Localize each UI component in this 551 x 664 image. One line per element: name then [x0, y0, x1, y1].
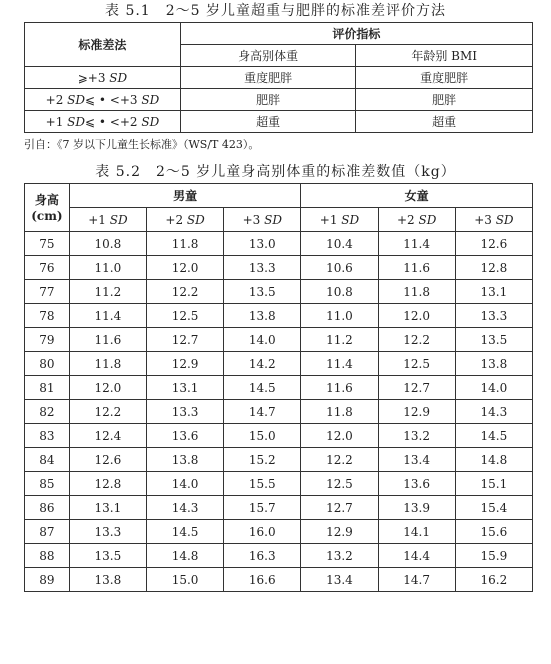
table2-value-cell: 15.1	[455, 472, 532, 496]
table2-value-cell: 14.3	[146, 496, 223, 520]
table1-header-indicator: 评价指标	[180, 23, 532, 45]
table2-value-cell: 16.2	[455, 568, 532, 592]
table2-value-cell: 10.8	[69, 232, 146, 256]
table2-value-cell: 12.8	[455, 256, 532, 280]
table2-sd-header-cell: +2 SD	[378, 208, 455, 232]
table2-value-cell: 14.8	[455, 448, 532, 472]
table2-header-height	[25, 184, 70, 232]
table2-height-cell: 88	[25, 544, 70, 568]
table2-value-cell: 13.2	[378, 424, 455, 448]
table1-row	[25, 67, 533, 89]
table2-value-cell: 12.4	[69, 424, 146, 448]
table2-value-cell: 13.3	[224, 256, 301, 280]
table2-value-cell: 11.2	[301, 328, 378, 352]
table1-caption: 表 5.1 2～5 岁儿童超重与肥胖的标准差评价方法	[105, 3, 446, 19]
table2-sd-header-row	[25, 208, 533, 232]
table2-value-cell: 15.9	[455, 544, 532, 568]
table2-height-cell: 79	[25, 328, 70, 352]
table2-value-cell: 13.8	[69, 568, 146, 592]
table2-row	[25, 256, 533, 280]
table2-value-cell: 13.3	[455, 304, 532, 328]
table2-value-cell: 13.6	[146, 424, 223, 448]
table2-value-cell: 15.2	[224, 448, 301, 472]
table2-row	[25, 568, 533, 592]
table2-value-cell: 11.8	[146, 232, 223, 256]
table2-sd-header-cell: +2 SD	[146, 208, 223, 232]
table1-body	[25, 67, 533, 133]
table2-value-cell: 14.4	[378, 544, 455, 568]
table2-header-height-unit: (cm)	[31, 208, 63, 223]
table2-height-cell: 84	[25, 448, 70, 472]
table2-height-cell: 75	[25, 232, 70, 256]
table2-header-height-label: 身高	[34, 192, 59, 207]
table2-value-cell: 11.0	[301, 304, 378, 328]
table2-value-cell: 12.9	[146, 352, 223, 376]
table2-height-cell: 82	[25, 400, 70, 424]
table2-sd-header-cell: +1 SD	[69, 208, 146, 232]
table2-height-cell: 81	[25, 376, 70, 400]
table2-value-cell: 13.2	[301, 544, 378, 568]
table2-value-cell: 14.0	[455, 376, 532, 400]
table2-value-cell: 14.5	[146, 520, 223, 544]
table2-value-cell: 15.6	[455, 520, 532, 544]
table2-row	[25, 448, 533, 472]
table2-value-cell: 16.0	[224, 520, 301, 544]
table2-value-cell: 15.0	[224, 424, 301, 448]
table2-value-cell: 11.8	[378, 280, 455, 304]
table1-row	[25, 89, 533, 111]
table2-value-cell: 12.0	[146, 256, 223, 280]
table2-value-cell: 12.0	[301, 424, 378, 448]
table2-value-cell: 12.6	[69, 448, 146, 472]
table2-height-cell: 78	[25, 304, 70, 328]
table2-height-cell: 89	[25, 568, 70, 592]
table2-caption: 表 5.2 2～5 岁儿童身高别体重的标准差数值（kg）	[95, 164, 456, 180]
table2-value-cell: 11.4	[378, 232, 455, 256]
table2-value-cell: 11.6	[378, 256, 455, 280]
table2-header-boys: 男童	[69, 184, 301, 208]
table2-value-cell: 13.8	[455, 352, 532, 376]
table2-value-cell: 12.0	[378, 304, 455, 328]
table2-value-cell: 10.8	[301, 280, 378, 304]
table2-row	[25, 280, 533, 304]
table2-value-cell: 13.6	[378, 472, 455, 496]
table2-height-cell: 86	[25, 496, 70, 520]
table2-sd-header-cell: +1 SD	[301, 208, 378, 232]
table1-criterion-cell: ⩾+3 SD	[25, 67, 181, 89]
table2-value-cell: 14.0	[146, 472, 223, 496]
table2-value-cell: 14.3	[455, 400, 532, 424]
table2-sd-values	[24, 183, 533, 592]
table2-row	[25, 376, 533, 400]
table2-value-cell: 12.7	[146, 328, 223, 352]
table2-height-cell: 87	[25, 520, 70, 544]
table2-value-cell: 14.2	[224, 352, 301, 376]
table2-row	[25, 232, 533, 256]
table1-overweight-criteria	[24, 22, 533, 133]
table2-header-girls: 女童	[301, 184, 533, 208]
table2-row	[25, 328, 533, 352]
table2-value-cell: 12.7	[301, 496, 378, 520]
table1-row	[25, 111, 533, 133]
table1-weight-for-height-cell: 超重	[180, 111, 356, 133]
table2-value-cell: 12.8	[69, 472, 146, 496]
source-citation: 引自：《7 岁以下儿童生长标准》（WS/T 423）。	[24, 138, 260, 151]
table2-row	[25, 352, 533, 376]
table2-value-cell: 13.5	[455, 328, 532, 352]
table2-value-cell: 14.8	[146, 544, 223, 568]
table2-value-cell: 15.0	[146, 568, 223, 592]
table1-weight-for-height-cell: 肥胖	[180, 89, 356, 111]
table2-value-cell: 13.9	[378, 496, 455, 520]
table2-value-cell: 12.5	[301, 472, 378, 496]
table2-row	[25, 496, 533, 520]
table2-value-cell: 12.2	[378, 328, 455, 352]
table2-value-cell: 14.5	[224, 376, 301, 400]
table2-value-cell: 13.1	[146, 376, 223, 400]
table2-row	[25, 520, 533, 544]
table2-row	[25, 544, 533, 568]
table2-value-cell: 11.4	[69, 304, 146, 328]
table2-value-cell: 15.7	[224, 496, 301, 520]
table1-bmi-for-age-cell: 重度肥胖	[356, 67, 533, 89]
table2-value-cell: 15.4	[455, 496, 532, 520]
table2-value-cell: 15.5	[224, 472, 301, 496]
table2-value-cell: 10.6	[301, 256, 378, 280]
table1-subheader-bmi-for-age: 年龄别 BMI	[356, 45, 533, 67]
table2-sd-header-cell: +3 SD	[455, 208, 532, 232]
table2-value-cell: 13.8	[224, 304, 301, 328]
table2-value-cell: 12.0	[69, 376, 146, 400]
table2-value-cell: 12.2	[69, 400, 146, 424]
table2-row	[25, 304, 533, 328]
table2-value-cell: 13.1	[69, 496, 146, 520]
table2-value-cell: 14.7	[224, 400, 301, 424]
table2-value-cell: 10.4	[301, 232, 378, 256]
table2-value-cell: 13.3	[146, 400, 223, 424]
table1-subheader-weight-for-height: 身高别体重	[180, 45, 356, 67]
table2-value-cell: 11.8	[69, 352, 146, 376]
table2-value-cell: 12.7	[378, 376, 455, 400]
table2-value-cell: 13.1	[455, 280, 532, 304]
table2-value-cell: 11.6	[301, 376, 378, 400]
table2-height-cell: 83	[25, 424, 70, 448]
table2-value-cell: 13.8	[146, 448, 223, 472]
table1-weight-for-height-cell: 重度肥胖	[180, 67, 356, 89]
table2-row	[25, 424, 533, 448]
table2-body	[25, 232, 533, 592]
table2-value-cell: 12.5	[378, 352, 455, 376]
table2-value-cell: 13.4	[378, 448, 455, 472]
table2-value-cell: 12.5	[146, 304, 223, 328]
table2-height-cell: 85	[25, 472, 70, 496]
table2-value-cell: 12.2	[301, 448, 378, 472]
table2-value-cell: 13.0	[224, 232, 301, 256]
table2-value-cell: 11.8	[301, 400, 378, 424]
table1-criterion-cell: +1 SD⩽ • <+2 SD	[25, 111, 181, 133]
table2-value-cell: 11.2	[69, 280, 146, 304]
table1-bmi-for-age-cell: 肥胖	[356, 89, 533, 111]
table2-value-cell: 13.3	[69, 520, 146, 544]
table2-row	[25, 400, 533, 424]
table2-value-cell: 16.3	[224, 544, 301, 568]
table2-value-cell: 13.5	[224, 280, 301, 304]
table2-value-cell: 11.4	[301, 352, 378, 376]
table2-value-cell: 16.6	[224, 568, 301, 592]
table2-value-cell: 12.9	[301, 520, 378, 544]
table2-value-cell: 14.7	[378, 568, 455, 592]
table2-value-cell: 14.1	[378, 520, 455, 544]
table1-header-method: 标准差法	[25, 23, 181, 67]
table2-value-cell: 14.0	[224, 328, 301, 352]
table2-sd-header-cell: +3 SD	[224, 208, 301, 232]
table2-value-cell: 12.2	[146, 280, 223, 304]
table2-height-cell: 76	[25, 256, 70, 280]
table2-height-cell: 77	[25, 280, 70, 304]
table2-value-cell: 11.6	[69, 328, 146, 352]
table2-value-cell: 14.5	[455, 424, 532, 448]
table1-criterion-cell: +2 SD⩽ • <+3 SD	[25, 89, 181, 111]
table1-bmi-for-age-cell: 超重	[356, 111, 533, 133]
table2-value-cell: 11.0	[69, 256, 146, 280]
table2-row	[25, 472, 533, 496]
table2-value-cell: 13.4	[301, 568, 378, 592]
table2-height-cell: 80	[25, 352, 70, 376]
table2-value-cell: 12.9	[378, 400, 455, 424]
table2-value-cell: 13.5	[69, 544, 146, 568]
table2-value-cell: 12.6	[455, 232, 532, 256]
